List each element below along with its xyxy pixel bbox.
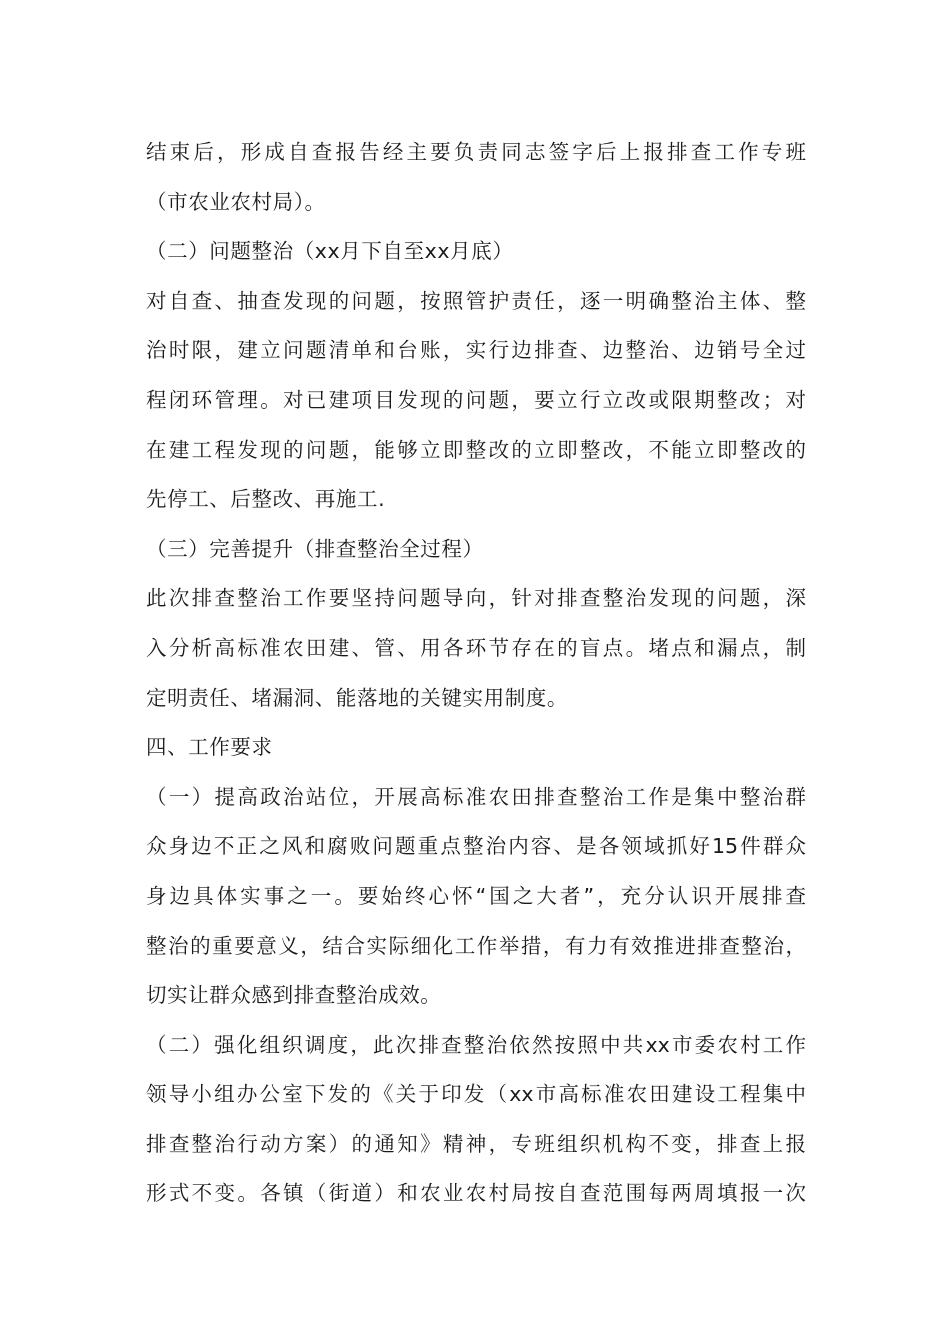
text-line: 身边具体实事之一。要始终心怀“国之大者”，充分认识开展排查	[146, 883, 806, 908]
text-line: 切实让群众感到排查整治成效。	[146, 983, 442, 1008]
text-line: 对自查、抽查发现的问题，按照管护责任，逐一明确整治主体、整	[146, 288, 806, 313]
text-line: 众身边不正之风和腐败问题重点整治内容、是各领域抓好15件群众	[146, 834, 806, 859]
text-line: （市农业农村局）。	[146, 189, 326, 214]
text-line: 程闭环管理。对已建项目发现的问题，要立行立改或限期整改；对	[146, 387, 806, 412]
section-heading: 四、工作要求	[146, 735, 273, 760]
text-line: 形式不变。各镇（街道）和农业农村局按自查范围每两周填报一次	[146, 1181, 806, 1206]
text-line: 结束后，形成自查报告经主要负责同志签字后上报排查工作专班	[146, 140, 806, 164]
section-heading: （二）问题整治（xx月下自至xx月底）	[146, 239, 514, 264]
text-line: 整治的重要意义，结合实际细化工作举措，有力有效推进排查整治，	[146, 933, 806, 958]
text-line: 领导小组办公室下发的《关于印发（xx市高标准农田建设工程集中	[146, 1082, 806, 1107]
text-line: 在建工程发现的问题，能够立即整改的立即整改，不能立即整改的	[146, 437, 806, 462]
text-line: 入分析高标准农田建、管、用各环节存在的盲点。堵点和漏点，制	[146, 635, 806, 660]
text-line: 先停工、后整改、再施工.	[146, 487, 386, 512]
text-line: （二）强化组织调度，此次排查整治依然按照中共xx市委农村工作	[146, 1032, 806, 1057]
text-line: 定明责任、堵漏洞、能落地的关键实用制度。	[146, 685, 568, 710]
text-line: 此次排查整治工作要坚持问题导向，针对排查整治发现的问题，深	[146, 586, 806, 611]
text-line: （一）提高政治站位，开展高标准农田排查整治工作是集中整治群	[146, 784, 806, 809]
section-heading: （三）完善提升（排查整治全过程）	[146, 536, 484, 561]
document-body	[146, 128, 806, 1219]
text-line: 治时限，建立问题清单和台账，实行边排查、边整治、边销号全过	[146, 338, 806, 363]
text-line: 排查整治行动方案）的通知》精神，专班组织机构不变，排查上报	[146, 1131, 806, 1156]
